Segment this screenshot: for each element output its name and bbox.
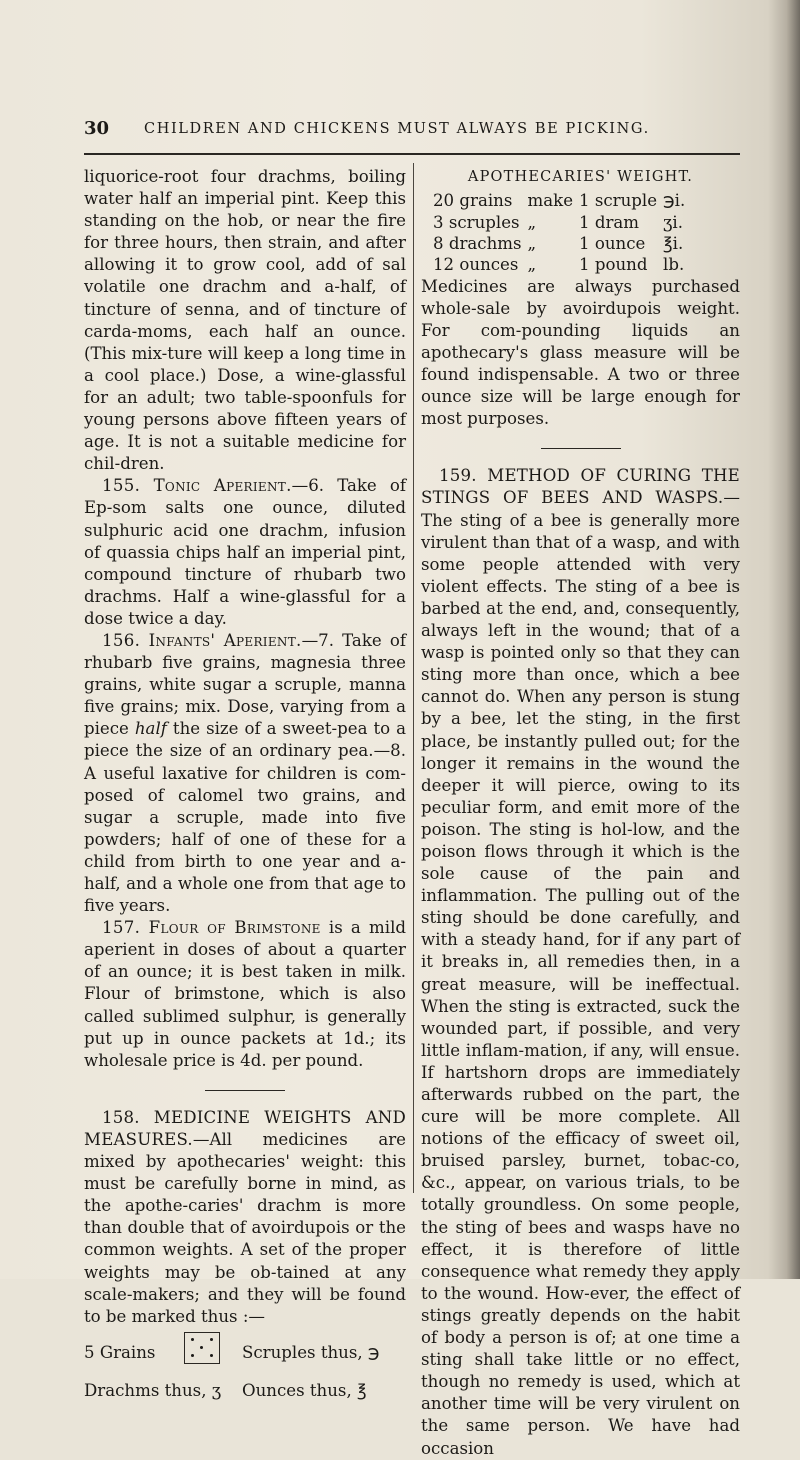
table-cell: 20 grains <box>433 191 513 211</box>
body-157: is a mild aperient in doses of about a quarter of an ounce; it is best taken in milk. Flour of brimstone, which is also called sublimed sulphur, is generally put up in ounce packets at 1d.; its wholesale price is 4d. per pound. <box>84 918 406 1070</box>
table-cell: 1 pound <box>579 255 648 275</box>
page-header <box>84 118 736 142</box>
body-159: —The sting of a bee is generally more virulent than that of a wasp, and with some people attended with very violent effects. The sting of a bee is barbed at the end, and, consequently, always left in the wound; that of a wasp is pointed only so that they can sting more than once, which a bee cannot do. When any person is stung by a bee, let the sting, in the first place, be instantly pulled out; for the longer it remains in the wound the deeper it will pierce, owing to its peculiar form, and emit more of the poison. The sting is hol-low, and the poison flows through it which is the sole cause of the pain and inflammation. The pulling out of the sting should be done carefully, and with a steady hand, for if any part of it breaks in, all remedies then, in a great measure, will be ineffectual. When the sting is extracted, suck the wounded part, if possible, and very little inflam-mation, if any, will ensue. If hartshorn drops are immediately afterwards rubbed on the part, the cure will be more complete. All notions of the efficacy of sweet oil, bruised parsley, burnet, tobac-co, &c., appear, on various trials, to be totally groundless. On some people, the sting of bees and wasps have no effect, it is therefore of little consequence what remedy they apply to the wound. How-ever, the effect of stings greatly depends on the habit of body a person is of; at one time a sting shall take little or no effect, though no remedy is used, which at another time will be very virulent on the same person. We have had occasion <box>421 488 740 1458</box>
table-cell: ℥i. <box>663 233 684 253</box>
grains-mark-icon <box>184 1332 220 1364</box>
table-cell: 3 scruples <box>433 212 520 232</box>
paragraph-continued: liquorice-root four drachms, boiling water half an imperial pint. Keep this standing on the hob, or near the fire for three hours, then strain, and after allowing it to grow cool, add of sal volatile one drachm and a-half, of tincture of senna, and of tincture of carda-moms, each half an ounce. (This mix-ture will keep a long time in a cool place.) Dose, a wine-glassful for an adult; two table-spoonfuls for young persons above fifteen years of age. It is not a suitable medicine for chil-dren. <box>84 167 406 474</box>
table-cell: „ <box>527 233 537 253</box>
paragraph-157 <box>84 917 406 1072</box>
right-column <box>421 166 740 1460</box>
left-column <box>84 166 406 1406</box>
paragraph-158 <box>84 1107 406 1328</box>
apothecaries-weight-table <box>433 190 691 276</box>
mark-scruples: Scruples thus, ℈ <box>242 1342 380 1362</box>
paragraph-156 <box>84 630 406 917</box>
section-rule <box>205 1090 285 1091</box>
table-cell: 8 drachms <box>433 233 522 253</box>
mark-ounces: Ounces thus, ℥ <box>242 1380 367 1400</box>
page-edge-shadow <box>786 0 800 1279</box>
heading-156: 156. Infants' Aperient. <box>102 630 302 650</box>
table-cell: 1 scruple <box>579 191 658 211</box>
table-cell: lb. <box>663 255 685 275</box>
body-156-emphasis: half <box>134 719 167 739</box>
table-cell: 1 ounce <box>579 233 646 253</box>
mark-drachms: Drachms thus, ʒ <box>84 1380 222 1400</box>
body-156-b: the size of a sweet-pea to a piece the size of an ordinary pea.—8. A useful laxative for children is com-posed of calomel two grains, and sugar a scruple, made into five powders; half of one of these for a child from birth to one year and a-half, and a whole one from that age to five years. <box>84 719 407 916</box>
heading-157: 157. Flour of Brimstone <box>102 918 321 938</box>
weight-marks <box>84 1336 406 1380</box>
table-cell: 12 ounces <box>433 255 519 275</box>
table-row <box>433 212 691 233</box>
mark-grains: 5 Grains <box>84 1342 156 1362</box>
paragraph-after-table: Medicines are always purchased whole-sale by avoirdupois weight. For com-pounding liquids an apothecary's glass measure will be found indispensable. A two or three ounce size will be large enough for most purposes. <box>421 276 740 429</box>
weight-marks-2 <box>84 1380 406 1406</box>
paragraph-159 <box>421 465 740 1459</box>
body-156-a: —7. Take of rhubarb five grains, magnesia three grains, white sugar a scruple, manna five grains; mix. Dose, varying from a piece <box>84 630 406 739</box>
table-cell: ℈i. <box>663 191 686 211</box>
heading-159: 159. METHOD OF CURING THE STINGS OF BEES AND WASPS. <box>421 466 740 508</box>
table-row <box>433 233 691 254</box>
heading-158: 158. MEDICINE WEIGHTS AND MEASURES. <box>84 1107 406 1149</box>
table-title: APOTHECARIES' WEIGHT. <box>467 169 694 185</box>
column-divider <box>413 163 414 1193</box>
body-155: —6. Take of Ep-som salts one ounce, diluted sulphuric acid one drachm, infusion of quassia chips half an imperial pint, compound tincture of rhubarb two drachms. Half a wine-glassful for a dose twice a day. <box>84 476 406 628</box>
table-row <box>433 254 691 275</box>
table-cell: ʒi. <box>663 212 683 232</box>
running-head: CHILDREN AND CHICKENS MUST ALWAYS BE PICKING. <box>144 121 650 137</box>
page-number: 30 <box>84 118 110 139</box>
table-cell: make <box>527 191 574 211</box>
table-cell: 1 dram <box>579 212 640 232</box>
heading-155: 155. Tonic Aperient. <box>102 476 292 496</box>
table-cell: „ <box>527 255 537 275</box>
body-158: —All medicines are mixed by apothecaries' weight: this must be carefully borne in mind, as the apothe-caries' drachm is more than double that of avoirdupois or the common weights. A set of the proper weights may be ob-tained at any scale-makers; and they will be found to be marked thus :— <box>84 1129 406 1326</box>
paragraph-155 <box>84 475 406 630</box>
section-rule-2 <box>541 448 621 449</box>
header-rule <box>84 153 740 155</box>
table-row <box>433 190 691 211</box>
table-cell: „ <box>527 212 537 232</box>
